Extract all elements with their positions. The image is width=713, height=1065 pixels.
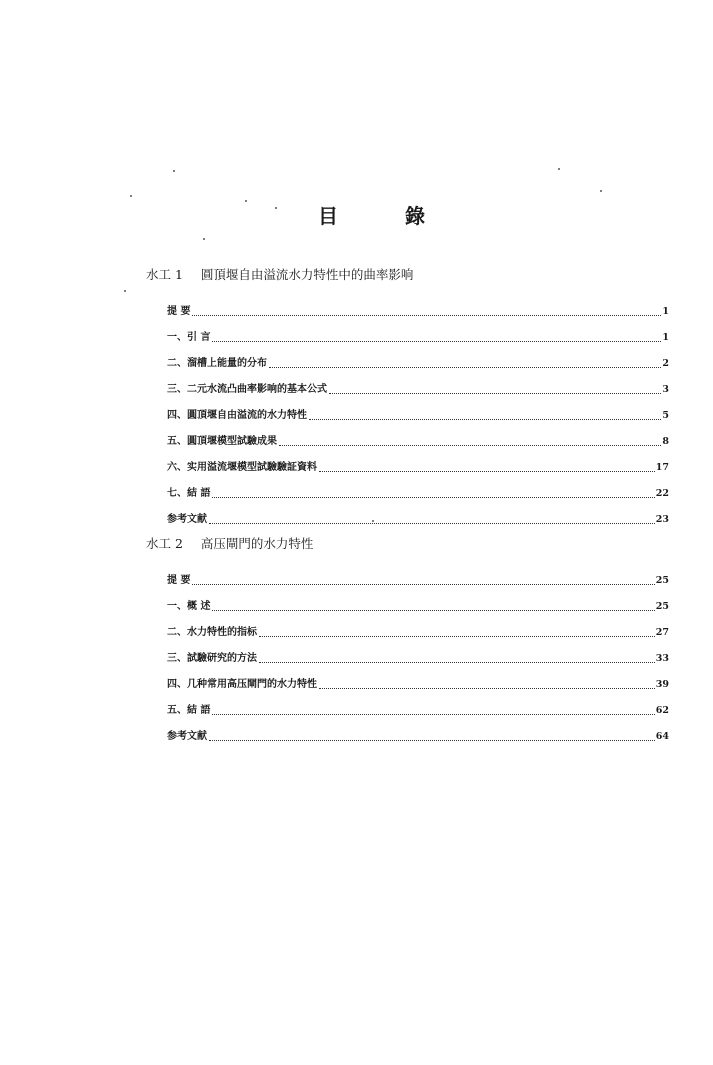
toc-entry [167, 475, 669, 501]
toc-page-number: 25 [655, 575, 669, 586]
toc-entry [167, 319, 669, 345]
toc-section-1 [0, 263, 713, 527]
toc-entry-title: 五、圓頂堰模型試驗成果 [167, 436, 277, 447]
dot-leader [192, 314, 661, 316]
dot-leader [192, 583, 654, 585]
toc-page-number: 27 [655, 627, 669, 638]
scan-speck [124, 290, 126, 292]
toc-entry [167, 640, 669, 666]
page-title: 目 錄 [318, 204, 455, 228]
section-code: 水工 1 [146, 267, 183, 282]
toc-entry-title: 三、二元水流凸曲率影响的基本公式 [167, 384, 327, 395]
toc-section-2 [0, 532, 713, 744]
toc-page-number: 25 [655, 601, 669, 612]
scan-speck [600, 190, 602, 192]
toc-entry-title: 参考文献 [167, 731, 207, 742]
dot-leader [212, 340, 661, 342]
toc-entry-title: 二、水力特性的指标 [167, 627, 257, 638]
toc-entry [167, 345, 669, 371]
dot-leader [309, 418, 661, 420]
toc-entry [167, 666, 669, 692]
toc-page-number: 62 [655, 705, 669, 716]
toc-entry-title: 提 要 [167, 575, 191, 586]
toc-entry [167, 692, 669, 718]
toc-entry [167, 293, 669, 319]
dot-leader [329, 392, 661, 394]
toc-entry-title: 七、結 語 [167, 488, 211, 499]
toc-page-number: 1 [662, 306, 669, 317]
toc-page-number: 1 [662, 332, 669, 343]
toc-entry-title: 参考文献 [167, 514, 207, 525]
dot-leader [209, 522, 655, 524]
toc-entry [167, 588, 669, 614]
toc-entry [167, 449, 669, 475]
toc-page-number: 5 [662, 410, 669, 421]
toc-entry [167, 501, 669, 527]
toc-page-number: 2 [662, 358, 669, 369]
section-title: 圓頂堰自由溢流水力特性中的曲率影响 [200, 267, 414, 282]
toc-page-number: 64 [655, 731, 669, 742]
toc-entry-title: 提 要 [167, 306, 191, 317]
toc-entry [167, 614, 669, 640]
toc-entry-list [0, 293, 713, 527]
toc-page-number: 23 [655, 514, 669, 525]
toc-page-number: 8 [662, 436, 669, 447]
toc-page-number: 33 [655, 653, 669, 664]
toc-entry-title: 二、溜槽上能量的分布 [167, 358, 267, 369]
toc-entry [167, 371, 669, 397]
toc-entry [167, 718, 669, 744]
scan-speck [245, 200, 247, 202]
toc-entry-title: 四、几种常用高压閘門的水力特性 [167, 679, 317, 690]
toc-entry-title: 四、圓頂堰自由溢流的水力特性 [167, 410, 307, 421]
dot-leader [269, 366, 661, 368]
dot-leader [259, 661, 655, 663]
section-heading [146, 532, 713, 556]
section-heading [146, 263, 713, 287]
toc-entry-title: 一、引 言 [167, 332, 211, 343]
dot-leader [209, 739, 655, 741]
toc-entry-title: 五、結 語 [167, 705, 211, 716]
section-title: 高压閘門的水力特性 [200, 536, 314, 551]
toc-entry [167, 562, 669, 588]
toc-entry [167, 397, 669, 423]
toc-page-number: 3 [662, 384, 669, 395]
toc-page-number: 39 [655, 679, 669, 690]
toc-entry-title: 六、实用溢流堰模型試驗驗証資料 [167, 462, 317, 473]
dot-leader [212, 496, 654, 498]
scan-speck [558, 168, 560, 170]
dot-leader [212, 713, 654, 715]
toc-entry [167, 423, 669, 449]
toc-page-number: 17 [655, 462, 669, 473]
dot-leader [319, 470, 655, 472]
scan-speck [203, 238, 205, 240]
dot-leader [212, 609, 654, 611]
toc-page-number: 22 [655, 488, 669, 499]
scan-speck [130, 195, 132, 197]
scan-speck [275, 207, 277, 209]
dot-leader [259, 635, 655, 637]
section-code: 水工 2 [146, 536, 183, 551]
dot-leader [319, 687, 655, 689]
toc-entry-title: 一、概 述 [167, 601, 211, 612]
toc-entry-list [0, 562, 713, 744]
toc-entry-title: 三、試驗研究的方法 [167, 653, 257, 664]
dot-leader [279, 444, 661, 446]
scan-speck [173, 170, 175, 172]
table-of-contents [0, 263, 713, 744]
scan-speck [372, 520, 374, 522]
